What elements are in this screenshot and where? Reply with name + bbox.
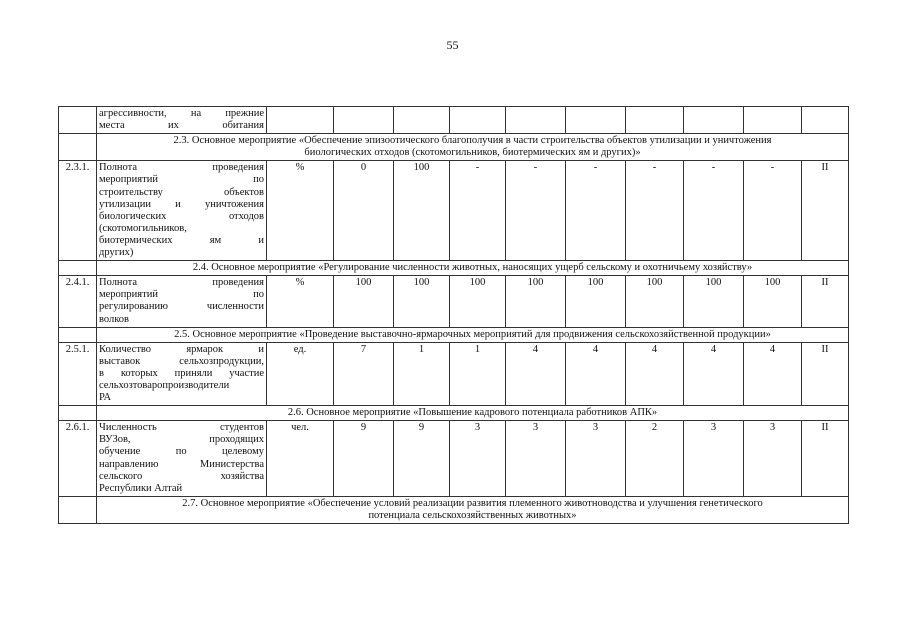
value-cell: 100 [450, 276, 506, 327]
unit-cell: % [267, 276, 334, 327]
unit-cell: ед. [267, 342, 334, 405]
section-row [59, 406, 849, 421]
value-cell: 100 [394, 276, 450, 327]
value-cell: 100 [684, 276, 744, 327]
indicator-name: Полнота проведения мероприятий по строительству объектов утилизации и уничтожения биологических отходов (скотомогильников, биотермических ям и других) [97, 161, 267, 261]
value-cell: 100 [506, 276, 566, 327]
table-row [59, 107, 849, 134]
value-cell: - [566, 161, 626, 261]
value-cell: 0 [334, 161, 394, 261]
indicator-name: Численность студентов ВУЗов, проходящих обучение по целевому направлению Министерства сельского хозяйства Республики Алтай [97, 421, 267, 497]
value-cell: 4 [744, 342, 802, 405]
value-cell: 9 [334, 421, 394, 497]
table-row [59, 276, 849, 327]
section-row [59, 134, 849, 161]
row-number: 2.3.1. [59, 161, 97, 261]
source-cell: II [802, 421, 849, 497]
value-cell: - [450, 161, 506, 261]
value-cell: - [506, 161, 566, 261]
value-cell: 3 [744, 421, 802, 497]
source-cell: II [802, 276, 849, 327]
table-row [59, 161, 849, 261]
value-cell: 100 [334, 276, 394, 327]
value-cell: 3 [566, 421, 626, 497]
section-title: 2.4. Основное мероприятие «Регулирование численности животных, наносящих ущерб сельскому и охотничьему хозяйству» [97, 261, 849, 276]
value-cell: 1 [450, 342, 506, 405]
table-row [59, 342, 849, 405]
section-row [59, 261, 849, 276]
row-number [59, 107, 97, 134]
value-cell: 4 [684, 342, 744, 405]
value-cell: 4 [566, 342, 626, 405]
source-cell: II [802, 161, 849, 261]
indicators-table [58, 106, 849, 524]
section-title: 2.7. Основное мероприятие «Обеспечение условий реализации развития племенного животноводства и улучшения генетического потенциала сельскохозяйственных животных» [97, 496, 849, 523]
value-cell: 100 [566, 276, 626, 327]
indicator-name: Количество ярмарок и выставок сельхозпродукции, в которых приняли участие сельхозтоваропроизводители РА [97, 342, 267, 405]
value-cell: 3 [506, 421, 566, 497]
section-row [59, 327, 849, 342]
section-row [59, 496, 849, 523]
row-number: 2.5.1. [59, 342, 97, 405]
value-cell: 100 [744, 276, 802, 327]
value-cell: 9 [394, 421, 450, 497]
section-title: 2.3. Основное мероприятие «Обеспечение эпизоотического благополучия в части строительства объектов утилизации и уничтожения биологических отходов (скотомогильников, биотермических ям и других)» [97, 134, 849, 161]
row-number: 2.4.1. [59, 276, 97, 327]
value-cell: 100 [394, 161, 450, 261]
value-cell: 4 [626, 342, 684, 405]
unit-cell: чел. [267, 421, 334, 497]
value-cell: 4 [506, 342, 566, 405]
value-cell: 7 [334, 342, 394, 405]
value-cell: 3 [684, 421, 744, 497]
value-cell: - [626, 161, 684, 261]
value-cell: 1 [394, 342, 450, 405]
value-cell: 2 [626, 421, 684, 497]
table-row [59, 421, 849, 497]
value-cell: - [744, 161, 802, 261]
page-number: 55 [446, 38, 459, 52]
indicator-name: Полнота проведения мероприятий по регулированию численности волков [97, 276, 267, 327]
value-cell: 100 [626, 276, 684, 327]
value-cell: - [684, 161, 744, 261]
source-cell: II [802, 342, 849, 405]
row-number: 2.6.1. [59, 421, 97, 497]
indicator-name: агрессивности, на прежние места их обитания [97, 107, 267, 134]
section-title: 2.6. Основное мероприятие «Повышение кадрового потенциала работников АПК» [97, 406, 849, 421]
value-cell: 3 [450, 421, 506, 497]
unit-cell: % [267, 161, 334, 261]
section-title: 2.5. Основное мероприятие «Проведение выставочно-ярмарочных мероприятий для продвижения сельскохозяйственной продукции» [97, 327, 849, 342]
